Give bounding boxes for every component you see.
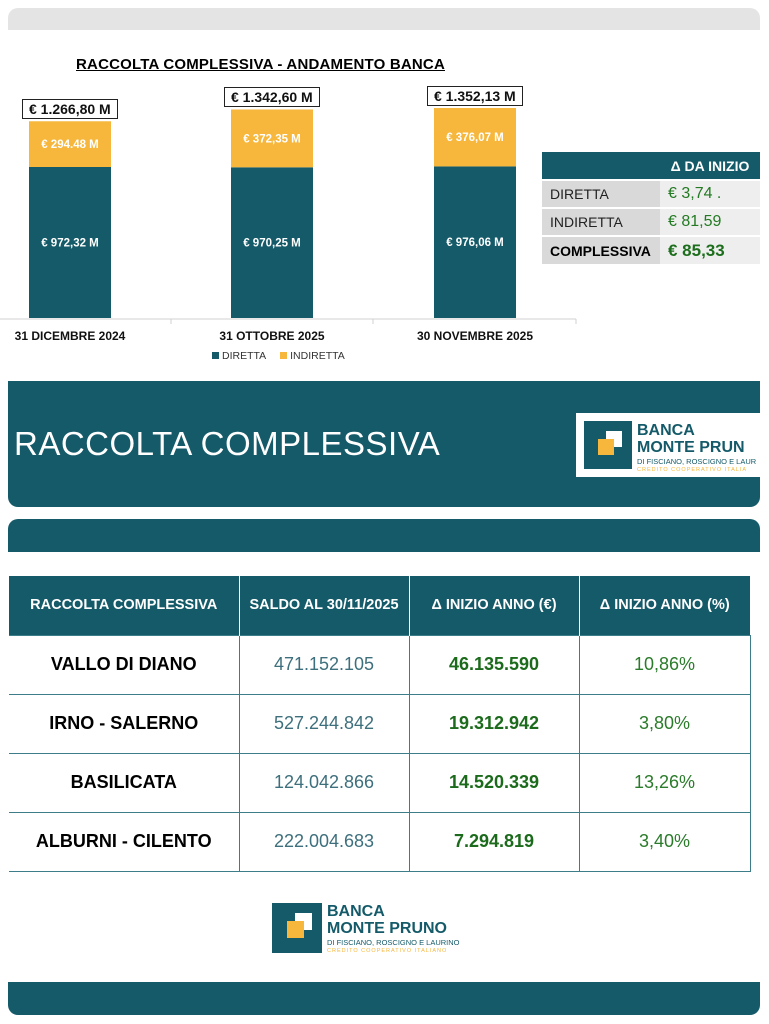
table-row [9,812,750,871]
delta-label: DIRETTA [542,180,660,208]
table-row [9,635,750,694]
area-name: IRNO - SALERNO [9,694,239,753]
saldo-value: 527.244.842 [239,694,409,753]
table-row [9,753,750,812]
raccolta-table [9,576,751,872]
table-header-strip [8,519,760,552]
delta-euro-value: 19.312.942 [409,694,579,753]
delta-header-blank [542,152,660,180]
delta-euro-value: 7.294.819 [409,812,579,871]
delta-value: € 85,33 [660,236,760,264]
category-label: 30 NOVEMBRE 2025 [416,329,534,343]
footer-logo [272,903,460,954]
banner-title: RACCOLTA COMPLESSIVA [14,425,441,462]
logo-line-4: CREDITO COOPERATIVO ITALIA [637,466,748,473]
delta-row-complessiva [542,236,760,264]
logo-line-1: BANCA [327,903,385,920]
area-name: BASILICATA [9,753,239,812]
logo-line-4: CREDITO COOPERATIVO ITALIANO [327,947,448,954]
delta-euro-value: 46.135.590 [409,635,579,694]
data-label: € 376,07 M [446,132,504,145]
logo-line-3: DI FISCIANO, ROSCIGNO E LAURINO [327,938,460,947]
delta-value: € 81,59 [660,208,760,236]
chart-title: RACCOLTA COMPLESSIVA - ANDAMENTO BANCA [76,56,445,73]
saldo-value: 124.042.866 [239,753,409,812]
stacked-bar-chart [0,0,600,375]
delta-header: Δ DA INIZIO [660,152,760,180]
delta-pct-value: 10,86% [579,635,750,694]
category-label: 31 OTTOBRE 2025 [219,329,325,343]
delta-value: € 3,74 . [660,180,760,208]
logo-line-2: MONTE PRUN [637,439,745,456]
logo-mark-icon [272,903,322,953]
table-row [9,694,750,753]
area-name: ALBURNI - CILENTO [9,812,239,871]
delta-label: INDIRETTA [542,208,660,236]
data-label: € 294.48 M [41,139,99,152]
category-label: 31 DICEMBRE 2024 [14,329,126,343]
section-banner [8,381,760,507]
delta-row-indiretta [542,208,760,236]
total-label: € 1.342,60 M [224,87,320,107]
area-name: VALLO DI DIANO [9,635,239,694]
delta-label: COMPLESSIVA [542,236,660,264]
total-label: € 1.266,80 M [22,99,118,119]
bottom-footer-strip [8,982,760,1015]
logo-line-2: MONTE PRUNO [327,920,447,937]
delta-euro-value: 14.520.339 [409,753,579,812]
delta-pct-value: 13,26% [579,753,750,812]
delta-pct-value: 3,40% [579,812,750,871]
logo-line-1: BANCA [637,422,695,439]
total-label: € 1.352,13 M [427,86,523,106]
table-header-row [9,576,750,635]
data-label: € 976,06 M [446,237,504,250]
data-label: € 970,25 M [243,237,301,250]
banner-logo [584,421,756,473]
delta-row-diretta [542,180,760,208]
col-header-delta-pct: Δ INIZIO ANNO (%) [579,576,750,635]
data-label: € 372,35 M [243,133,301,146]
chart-legend [212,350,345,362]
col-header-delta-euro: Δ INIZIO ANNO (€) [409,576,579,635]
legend-item-indiretta: INDIRETTA [280,350,345,362]
logo-line-3: DI FISCIANO, ROSCIGNO E LAUR [637,457,757,466]
col-header-area: RACCOLTA COMPLESSIVA [9,576,239,635]
saldo-value: 222.004.683 [239,812,409,871]
logo-mark-icon [584,421,632,469]
legend-item-diretta: DIRETTA [212,350,266,362]
banner-logo-box [576,413,760,477]
delta-summary-table [542,152,760,264]
saldo-value: 471.152.105 [239,635,409,694]
delta-pct-value: 3,80% [579,694,750,753]
col-header-saldo: SALDO AL 30/11/2025 [239,576,409,635]
data-label: € 972,32 M [41,237,99,250]
